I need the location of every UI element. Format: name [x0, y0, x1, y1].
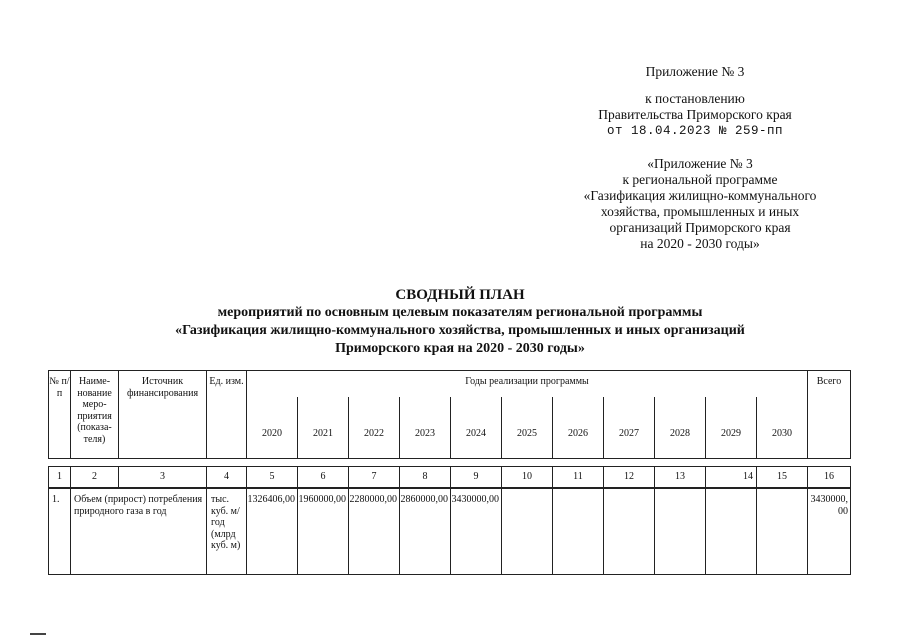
row-value: 2280000,00 — [349, 489, 400, 575]
row-name: Объем (прирост) потребления природного газа в год — [71, 489, 207, 575]
column-number: 12 — [604, 467, 655, 488]
row-value — [604, 489, 655, 575]
document-heading — [60, 286, 860, 358]
column-number: 14 — [706, 467, 757, 488]
inner-annex-line: «Приложение № 3 — [647, 156, 753, 171]
column-number: 15 — [757, 467, 808, 488]
column-number: 10 — [502, 467, 553, 488]
header-num: № п/п — [49, 371, 71, 459]
header-year: 2023 — [400, 397, 451, 459]
column-number: 9 — [451, 467, 502, 488]
annex-government: Правительства Приморского края — [598, 107, 792, 122]
header-year: 2027 — [604, 397, 655, 459]
inner-annex-line: организаций Приморского края — [609, 220, 791, 235]
annex-date-number: от 18.04.2023 № 259-пп — [606, 124, 784, 138]
column-number: 16 — [808, 467, 851, 488]
header-year: 2030 — [757, 397, 808, 459]
column-number: 8 — [400, 467, 451, 488]
row-value — [553, 489, 604, 575]
annex-to-resolution: к постановлению — [645, 91, 745, 106]
row-value — [655, 489, 706, 575]
header-year: 2021 — [298, 397, 349, 459]
column-number: 11 — [553, 467, 604, 488]
header-year: 2025 — [502, 397, 553, 459]
column-number: 5 — [247, 467, 298, 488]
annex-block — [560, 64, 830, 139]
row-value — [757, 489, 808, 575]
header-source: Источник финансирования — [119, 371, 207, 459]
header-year: 2020 — [247, 397, 298, 459]
row-value: 2860000,00 — [400, 489, 451, 575]
heading-title: СВОДНЫЙ ПЛАН — [395, 287, 525, 303]
row-num: 1. — [49, 489, 71, 575]
heading-line: Приморского края на 2020 - 2030 годы» — [335, 341, 585, 356]
header-unit: Ед. изм. — [207, 371, 247, 459]
header-years-group: Годы реализации программы — [247, 371, 808, 397]
row-value — [502, 489, 553, 575]
heading-line: мероприятий по основным целевым показателям региональной программы — [217, 305, 703, 320]
heading-line: «Газификация жилищно-коммунального хозяйства, промышленных и иных организаций — [175, 323, 745, 338]
row-value: 1326406,00 — [247, 489, 298, 575]
row-total: 3430000,00 — [808, 489, 851, 575]
header-year: 2029 — [706, 397, 757, 459]
inner-annex-line: «Газификация жилищно-коммунального — [583, 188, 817, 203]
plan-table-header — [48, 370, 851, 459]
header-year: 2026 — [553, 397, 604, 459]
row-unit: тыс. куб. м/год (млрд куб. м) — [207, 489, 247, 575]
table-row — [49, 489, 851, 575]
column-number: 6 — [298, 467, 349, 488]
inner-annex-line: на 2020 - 2030 годы» — [640, 236, 760, 251]
column-number: 1 — [49, 467, 71, 488]
column-number: 4 — [207, 467, 247, 488]
plan-table-body — [48, 488, 851, 575]
column-number: 13 — [655, 467, 706, 488]
header-year: 2028 — [655, 397, 706, 459]
column-number: 2 — [71, 467, 119, 488]
header-year: 2022 — [349, 397, 400, 459]
inner-annex-line: к региональной программе — [622, 172, 778, 187]
header-name: Наиме-нование меро-приятия (показа-теля) — [71, 371, 119, 459]
column-number: 3 — [119, 467, 207, 488]
annex-title: Приложение № 3 — [645, 64, 745, 79]
column-numbers-row — [48, 466, 851, 488]
row-value: 3430000,00 — [451, 489, 502, 575]
page-mark — [30, 633, 46, 635]
inner-annex-block — [550, 156, 850, 252]
inner-annex-line: хозяйства, промышленных и иных — [600, 204, 800, 219]
column-number: 7 — [349, 467, 400, 488]
header-total: Всего — [808, 371, 851, 459]
row-value: 1960000,00 — [298, 489, 349, 575]
row-value — [706, 489, 757, 575]
header-year: 2024 — [451, 397, 502, 459]
